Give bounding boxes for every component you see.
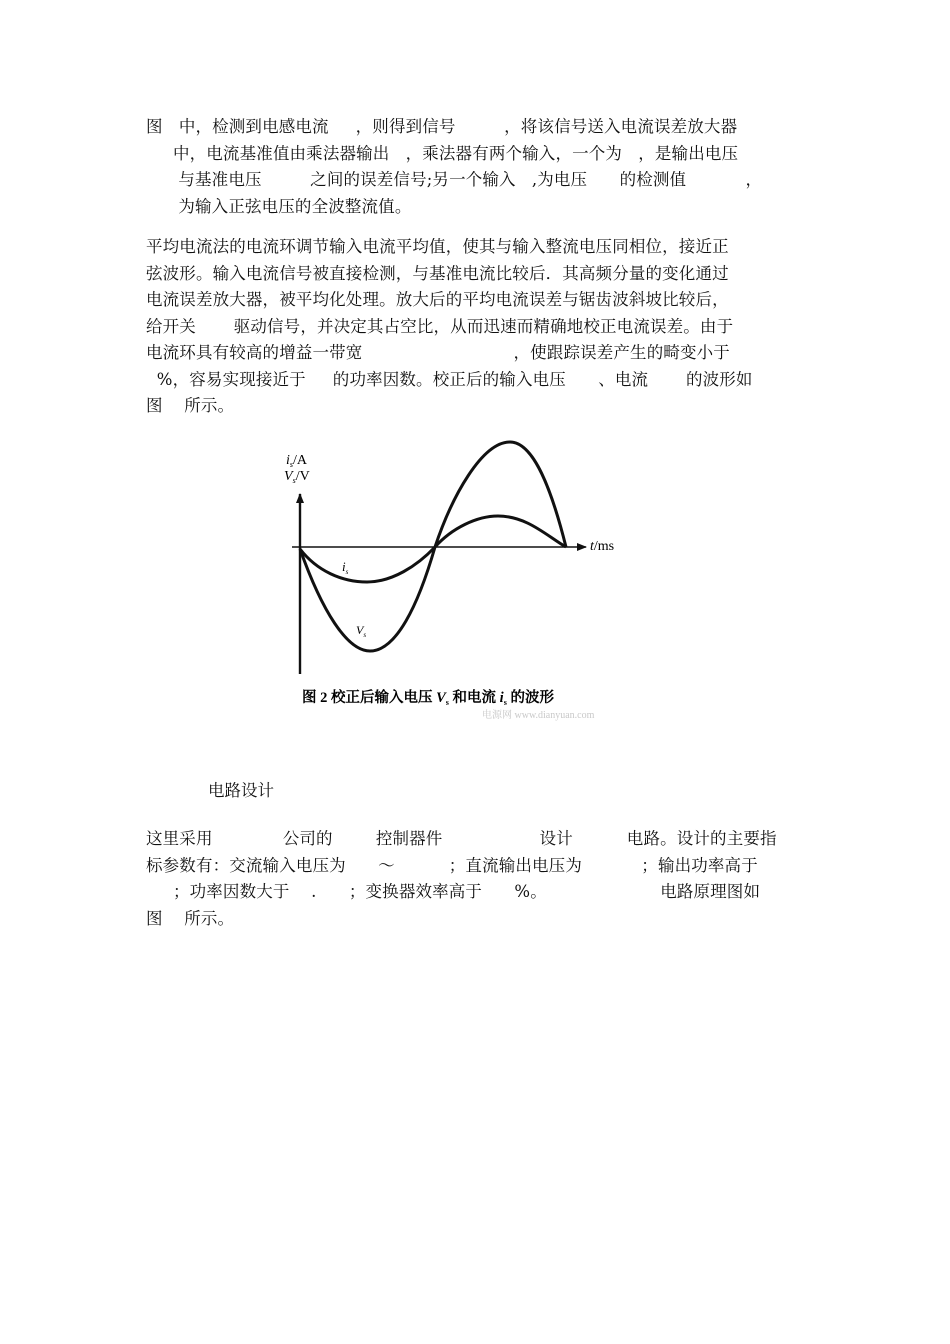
figure-caption: 图 2 校正后输入电压 $V_s$ 和电流 $i_s$ 的波形 <box>302 690 554 707</box>
text-line: %，容易实现接近于 的功率因数。校正后的输入电压 、电流 的波形如 <box>146 369 753 389</box>
paragraph-2 <box>146 234 806 420</box>
text-line: 与基准电压 之间的误差信号;另一个输入 ,为电压 的检测值 ， <box>146 170 763 189</box>
voltage-curve-label: $V_s$ <box>356 623 367 639</box>
paragraph-1 <box>146 114 806 220</box>
text-line: 为输入正弦电压的全波整流值。 <box>146 196 412 216</box>
text-line: ；功率因数大于 . ；变换器效率高于 %。 电路原理图如 <box>146 882 761 901</box>
waveform-diagram <box>272 436 652 726</box>
text-line: 电流环具有较高的增益一带宽 ，使跟踪误差产生的畸变小于 <box>146 343 730 362</box>
paragraph-3 <box>146 826 806 932</box>
text-line: 这里采用 公司的 控制器件 设计 电路。设计的主要指 <box>146 829 777 848</box>
text-line: 图 中，检测到电感电流 ，则得到信号 ，将该信号送入电流误差放大器 <box>146 117 738 136</box>
text-line: 弦波形。输入电流信号被直接检测，与基准电流比较后．其高频分量的变化通过 <box>146 263 729 283</box>
section-heading: 电路设计 <box>208 781 274 800</box>
current-curve-label: $i_s$ <box>342 559 349 576</box>
watermark: 电源网 www.dianyuan.com <box>482 710 595 721</box>
y-axis-label-current: $i_s/A$ <box>286 453 308 469</box>
text-line: 平均电流法的电流环调节输入电流平均值，使其与输入整流电压同相位，接近正 <box>146 237 729 256</box>
text-line: 中，电流基准值由乘法器输出 ，乘法器有两个输入，一个为 ，是输出电压 <box>146 143 739 163</box>
text-line: 图 所示。 <box>146 908 235 928</box>
text-line: 给开关 驱动信号，并决定其占空比，从而迅速而精确地校正电流误差。由于 <box>146 316 734 336</box>
text-line: 标参数有：交流输入电压为 ～ ；直流输出电压为 ；输出功率高于 <box>146 855 758 875</box>
waveform-figure <box>272 436 652 726</box>
text-line: 电流误差放大器，被平均化处理。放大后的平均电流误差与锯齿波斜坡比较后， <box>146 290 729 309</box>
y-axis-label-voltage: $V_s/V$ <box>284 469 310 485</box>
current-waveform <box>300 516 566 582</box>
x-axis-label: t/ms <box>590 539 615 554</box>
text-line: 图 所示。 <box>146 396 235 415</box>
